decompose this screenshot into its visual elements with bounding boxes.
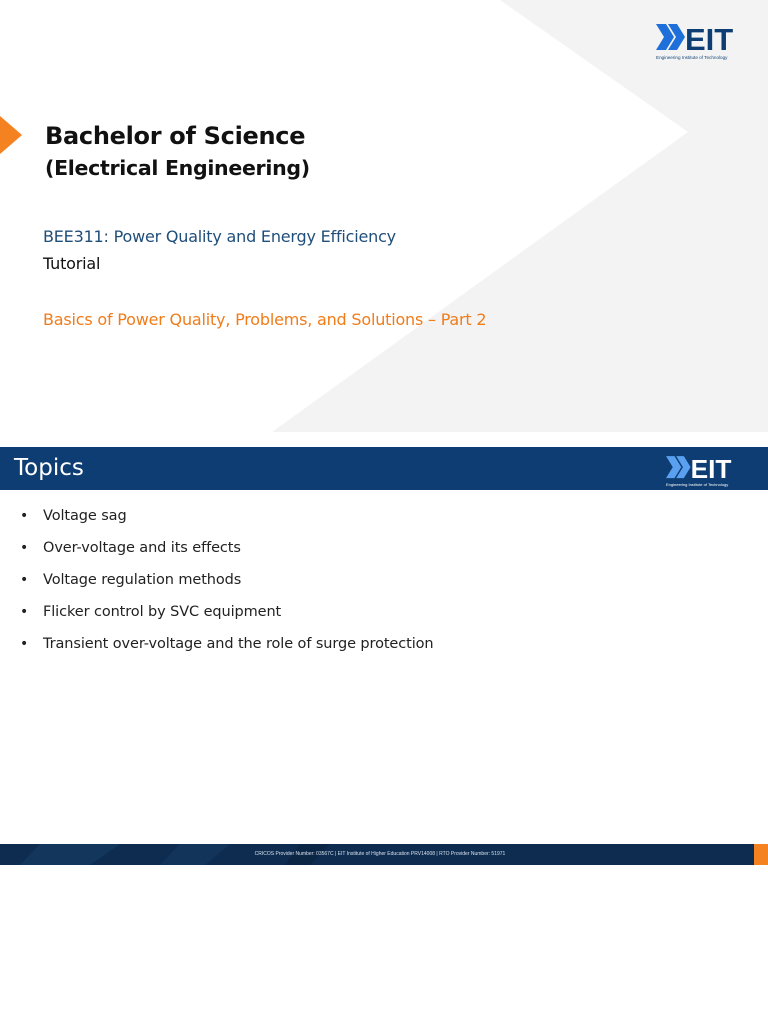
topics-slide (0, 446, 768, 866)
eit-logo-text: EIT (685, 22, 734, 54)
bullet-icon: • (20, 508, 29, 524)
session-type: Tutorial (43, 254, 101, 273)
orange-arrow-marker (0, 116, 22, 154)
bullet-icon: • (20, 540, 29, 556)
list-item-text: Transient over-voltage and the role of surge protection (43, 636, 434, 652)
footer-orange-accent (754, 844, 768, 865)
eit-logo-icon (656, 22, 748, 54)
eit-logo-tagline: Engineering Institute of Technology (656, 55, 728, 60)
list-item-text: Flicker control by SVC equipment (43, 604, 282, 620)
bullet-icon: • (20, 636, 29, 652)
eit-logo-white-icon (666, 454, 744, 482)
course-code: BEE311: Power Quality and Energy Efficiency (43, 227, 396, 246)
bullet-icon: • (20, 604, 29, 620)
eit-logo (656, 22, 748, 62)
footer-bar (0, 844, 768, 865)
eit-logo-white (666, 454, 744, 488)
title-slide (0, 0, 768, 432)
footer-text: CRICOS Provider Number: 03567C | EIT Institute of Higher Education PRV14008 | RTO Provider Number: 51971 (254, 851, 506, 857)
list-item-text: Voltage regulation methods (43, 572, 242, 588)
list-item-text: Voltage sag (43, 508, 127, 524)
slide-title: Bachelor of Science (45, 122, 306, 150)
list-item-text: Over-voltage and its effects (43, 540, 241, 556)
slide-heading: Topics (14, 455, 84, 481)
background-decoration (0, 0, 768, 432)
lecture-topic: Basics of Power Quality, Problems, and Solutions – Part 2 (43, 310, 487, 329)
slide-subtitle: (Electrical Engineering) (45, 156, 310, 180)
header-bar (0, 447, 768, 490)
bullet-icon: • (20, 572, 29, 588)
eit-logo-white-tagline: Engineering Institute of Technology (666, 482, 729, 487)
eit-logo-white-text: EIT (690, 454, 732, 482)
